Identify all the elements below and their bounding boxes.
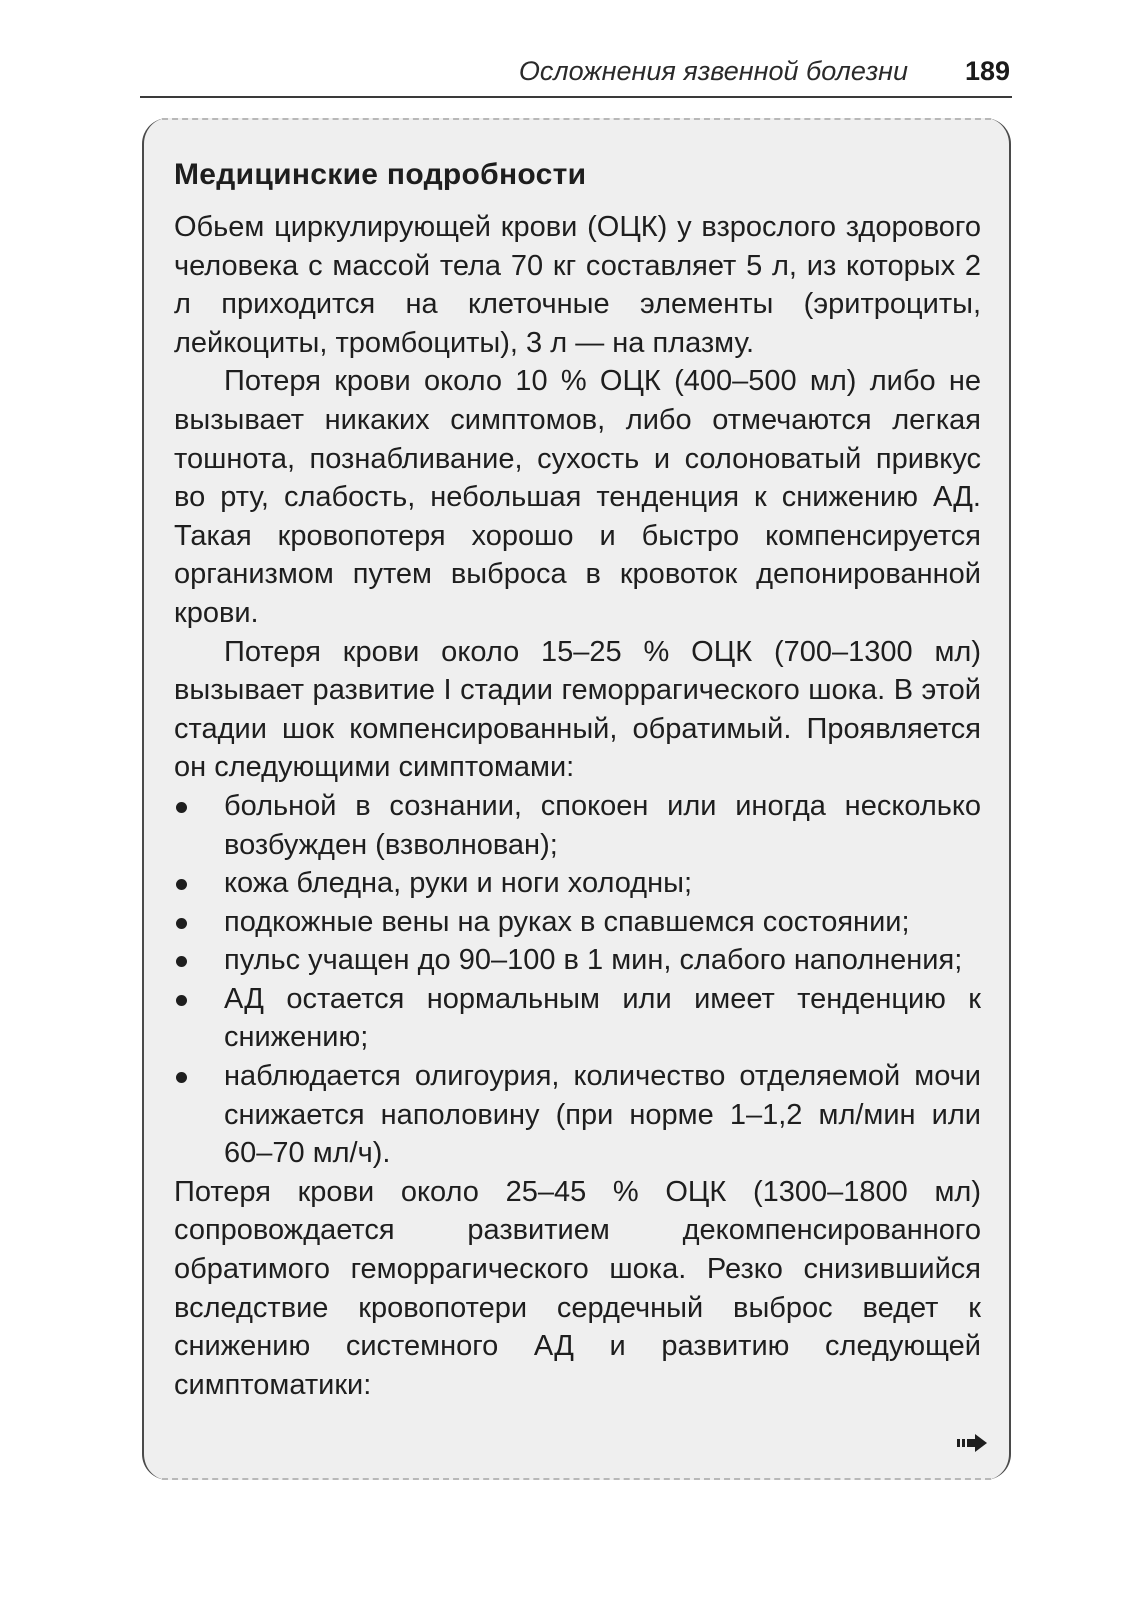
paragraph-blood-loss-10: Потеря крови около 10 % ОЦК (400–500 мл) либо не вызывает никаких симптомов, либо отмечаются легкая тошнота, познабливание, сухость и солоноватый привкус во рту, слабость, небольшая тенденция к снижению АД. Такая кровопотеря хорошо и быстро компенсируется организмом путем выброса в кровоток депонированной крови. xyxy=(174,365,981,629)
box-title: Медицинские подробности xyxy=(174,158,587,191)
paragraph-blood-loss-15-25: Потеря крови около 15–25 % ОЦК (700–1300 мл) вызывает развитие I стадии геморрагического шока. В этой стадии шок компенсированный, обратимый. Проявляется он следующими симптомами: xyxy=(174,635,981,784)
list-item-text: АД остается нормальным или имеет тенденцию к снижению; xyxy=(224,982,981,1054)
list-item xyxy=(174,980,981,1057)
list-item-text: наблюдается олигоурия, количество отделяемой мочи снижается наполовину (при норме 1–1,2 мл/мин или 60–70 мл/ч). xyxy=(224,1060,981,1170)
bullet-icon xyxy=(176,956,187,967)
bullet-icon xyxy=(176,802,187,813)
list-item xyxy=(174,903,981,942)
bullet-icon xyxy=(176,995,187,1006)
symptom-list xyxy=(174,787,981,1173)
list-item-text: подкожные вены на руках в спавшемся состоянии; xyxy=(224,905,910,938)
running-title: Осложнения язвенной болезни xyxy=(518,56,908,86)
medical-details-box xyxy=(142,118,1011,1480)
bullet-icon xyxy=(176,1072,187,1083)
list-item xyxy=(174,1057,981,1173)
list-item-text: пульс учащен до 90–100 в 1 мин, слабого наполнения; xyxy=(224,944,963,977)
list-item-text: кожа бледна, руки и ноги холодны; xyxy=(224,867,693,900)
list-item-text: больной в сознании, спокоен или иногда несколько возбужден (взволнован); xyxy=(224,789,981,861)
list-item xyxy=(174,864,981,903)
page-number: 189 xyxy=(964,56,1010,86)
list-item xyxy=(174,787,981,864)
running-header xyxy=(140,52,1012,98)
bullet-icon xyxy=(176,918,187,929)
bullet-icon xyxy=(176,879,187,890)
paragraph-blood-volume: Обьем циркулирующей крови (ОЦК) у взрослого здорового человека с массой тела 70 кг составляет 5 л, из которых 2 л приходится на клеточные элементы (эритроциты, лейкоциты, тромбоциты), 3 л — на плазму. xyxy=(174,211,981,359)
paragraph-blood-loss-25-45: Потеря крови около 25–45 % ОЦК (1300–1800 мл) сопровождается развитием декомпенсированного обратимого геморрагического шока. Резко снизившийся вследствие кровопотери сердечный выброс ведет к снижению системного АД и развитию следующей симптоматики: xyxy=(174,1175,981,1401)
arrow-right-icon xyxy=(957,1434,987,1452)
list-item xyxy=(174,941,981,980)
